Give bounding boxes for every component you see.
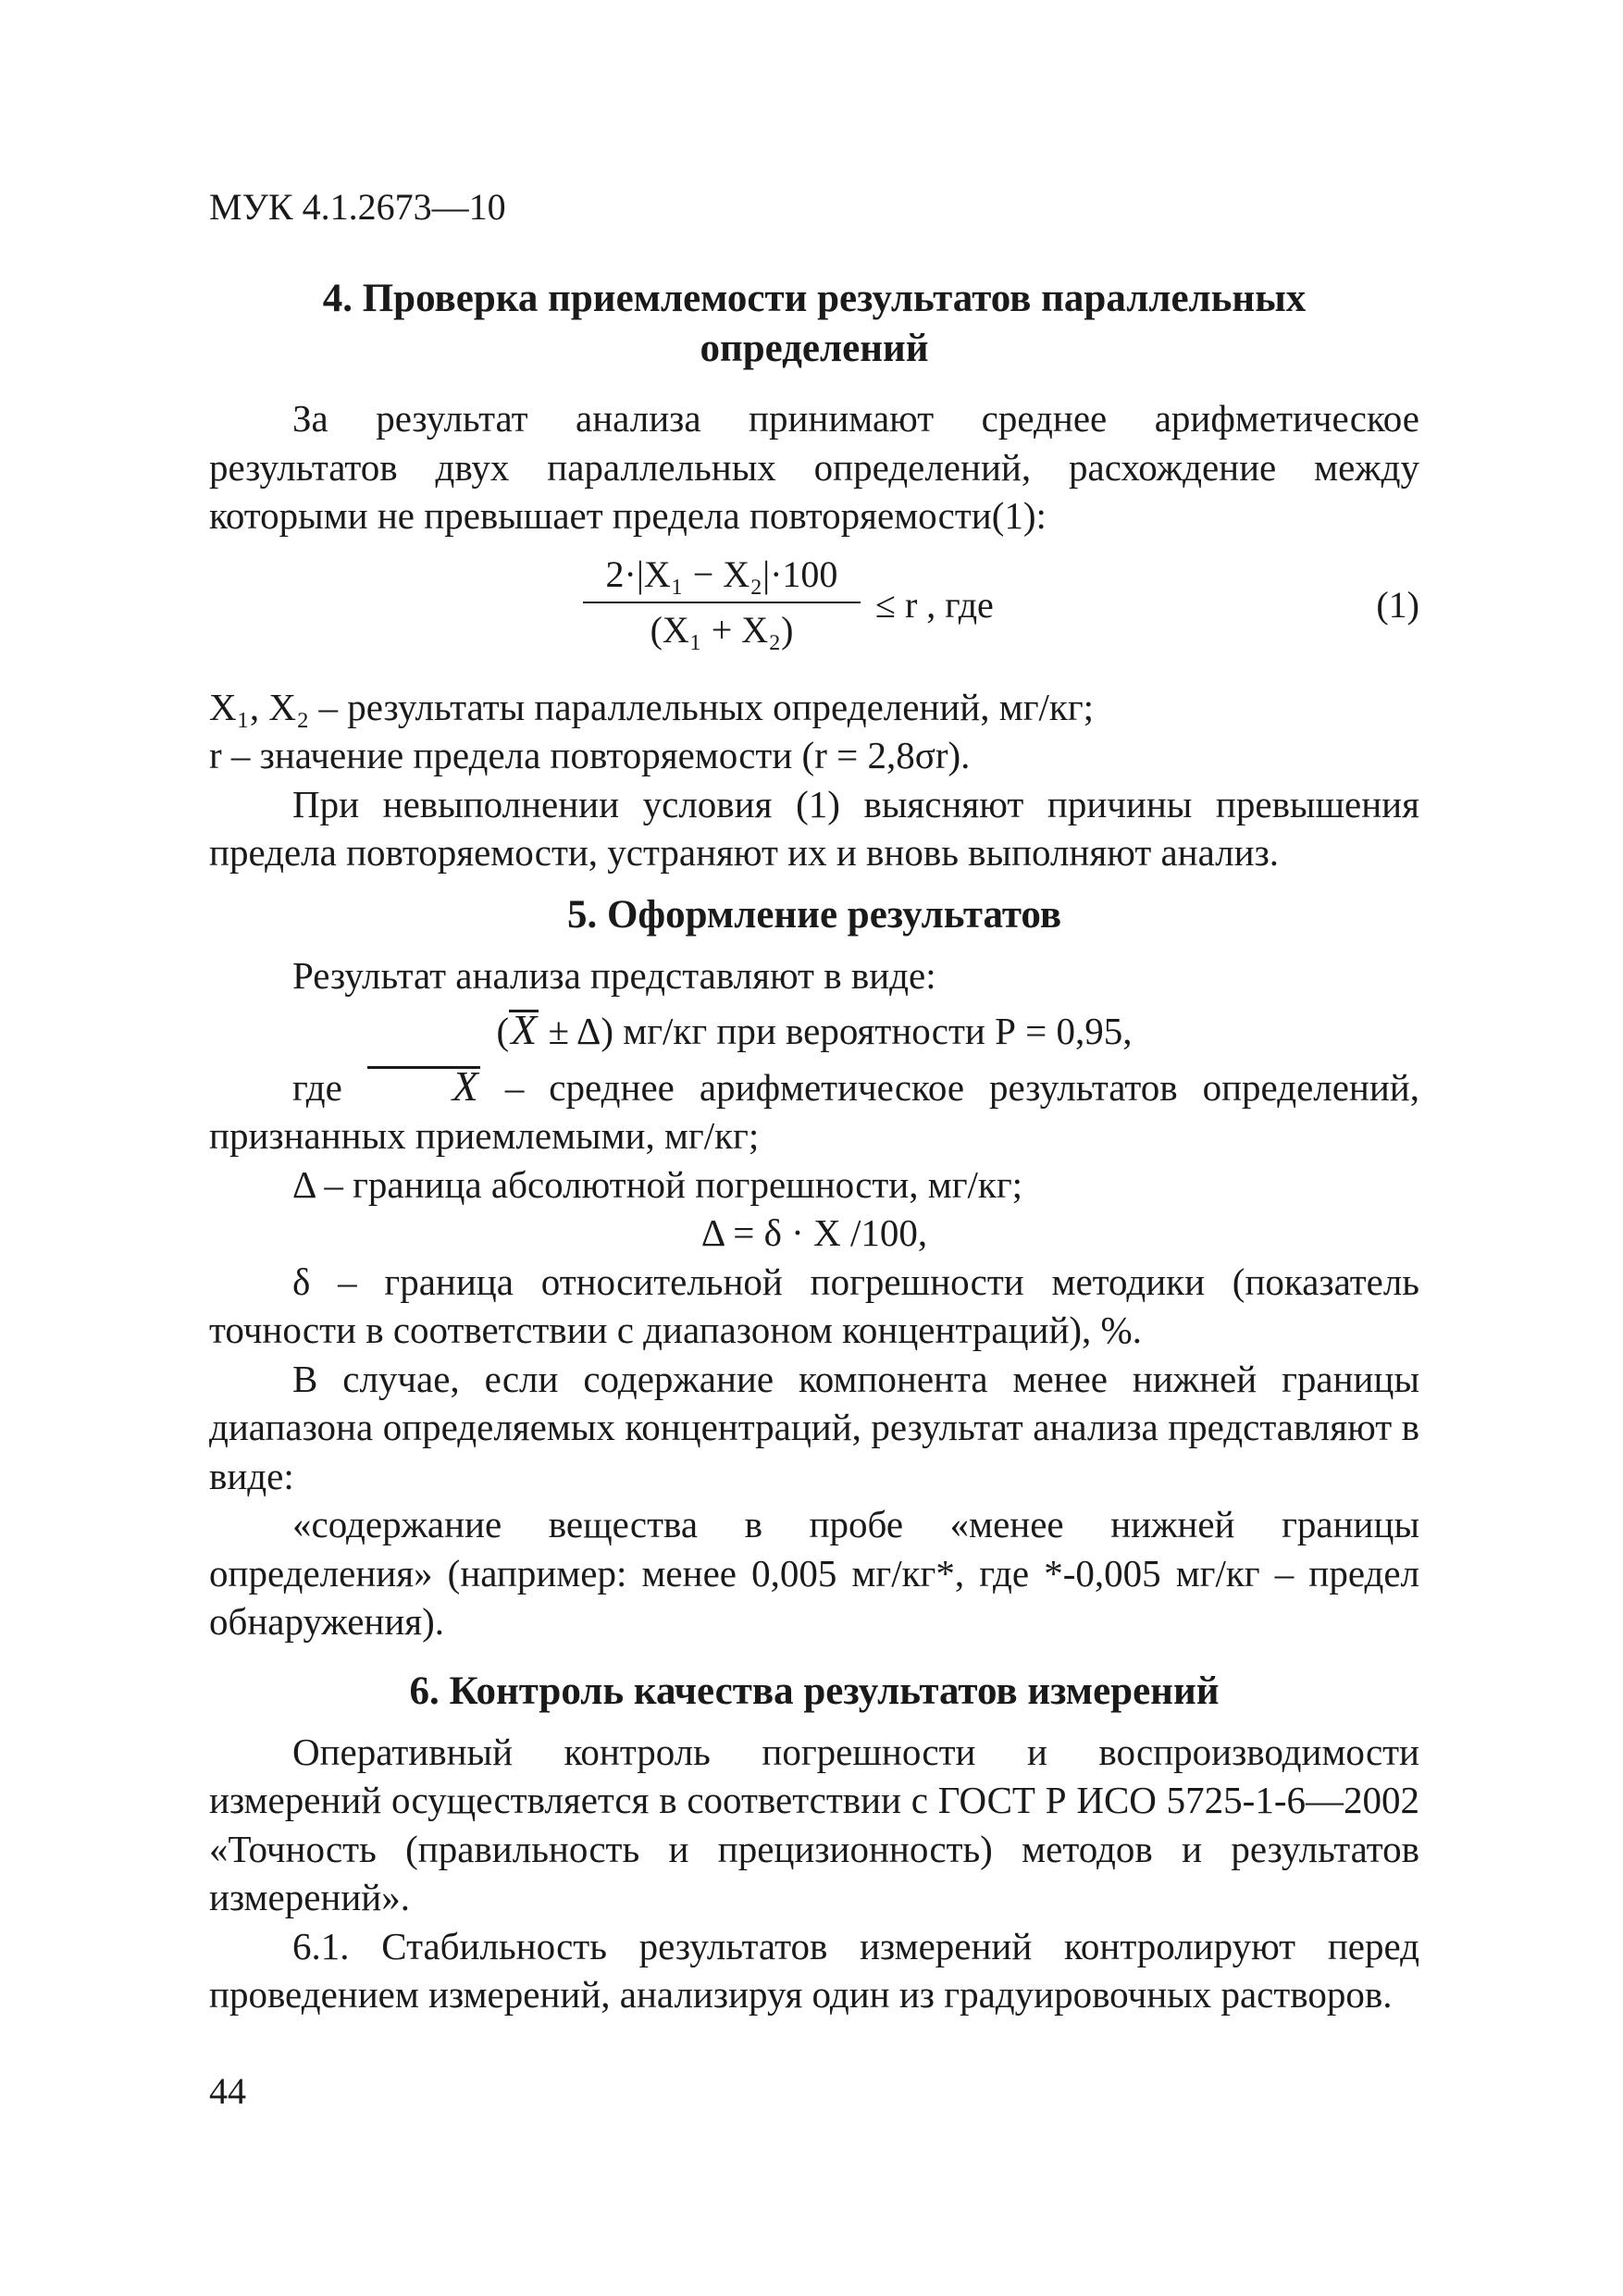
result-formula-rest: ± Δ) мг/кг при вероятности Р = 0,95, [548, 1010, 1133, 1052]
section-6-paragraph-2: 6.1. Стабильность результатов измерений контролируют перед проведением измерений, анализируя один из градуировочных растворов. [209, 1924, 1419, 2016]
section-6-paragraph-1: Оперативный контроль погрешности и воспроизводимости измерений осуществляется в соответствии с ГОСТ Р ИСО 5725-1-6—2002 «Точность (правильность и прецизионность) методов и результатов измерений». [209, 1730, 1419, 1918]
definition-x: X₁, X₂ – результаты параллельных определений, мг/кг; [209, 685, 1095, 728]
section-5-paragraph-1: Результат анализа представляют в виде: [292, 953, 936, 997]
document-code: МУК 4.1.2673—10 [209, 186, 506, 228]
formula-delta: Δ = δ · Х /100, [700, 1211, 928, 1254]
section-4-paragraph-2: При невыполнении условия (1) выясняют причины превышения предела повторяемости, устраняют их и вновь выполняют анализ. [209, 782, 1419, 874]
formula-1-denominator: (X₁ + X₂) [650, 608, 794, 651]
document-body [209, 274, 1419, 2019]
definition-sigma: δ – граница относительной погрешности методики (показатель точности в соответствии с диапазоном концентраций), %. [209, 1260, 1419, 1351]
section-5-paragraph-3: «содержание вещества в пробе «менее нижней границы определения» (например: менее 0,005 мг/кг*, где *-0,005 мг/кг – предел обнаружения). [209, 1503, 1419, 1643]
definition-xbar-prefix: где [292, 1065, 342, 1109]
x-bar-symbol: X [511, 1006, 538, 1053]
formula-1-number: (1) [1376, 583, 1419, 626]
x-bar-symbol-2: X [367, 1066, 480, 1104]
formula-1-numerator: 2·|X₁ − X₂|·100 [605, 552, 838, 595]
section-5-paragraph-2: В случае, если содержание компонента менее нижней границы диапазона определяемых концентраций, результат анализа представляют в виде: [209, 1357, 1419, 1497]
result-formula: (X ± Δ) мг/кг при вероятности Р = 0,95, [496, 1006, 1133, 1053]
section-4-title [209, 274, 1419, 374]
section-4-title-line2: определений [700, 327, 929, 370]
formula-1-rhs: ≤ r , где [875, 583, 994, 626]
definition-r: r – значение предела повторяемости (r = 2,8σr). [209, 734, 971, 776]
section-5-title: 5. Оформление результатов [566, 892, 1062, 937]
formula-1 [209, 550, 1419, 672]
fraction-bar [583, 602, 861, 603]
section-4-paragraph-1: За результат анализа принимают среднее арифметическое результатов двух параллельных определений, расхождение между которыми не превышает предела повторяемости(1): [209, 397, 1419, 537]
definition-xbar [209, 1063, 1419, 1160]
formula-1-fraction [583, 552, 861, 653]
page-number: 44 [209, 2070, 246, 2112]
definition-xbar-text: – среднее арифметическое результатов определений, признанных приемлемыми, мг/кг; [209, 1065, 1420, 1157]
section-4-title-line1: 4. Проверка приемлемости результатов параллельных [322, 277, 1307, 320]
section-6-title: 6. Контроль качества результатов измерений [409, 1669, 1220, 1713]
definition-delta: Δ – граница абсолютной погрешности, мг/кг; [292, 1162, 1023, 1206]
